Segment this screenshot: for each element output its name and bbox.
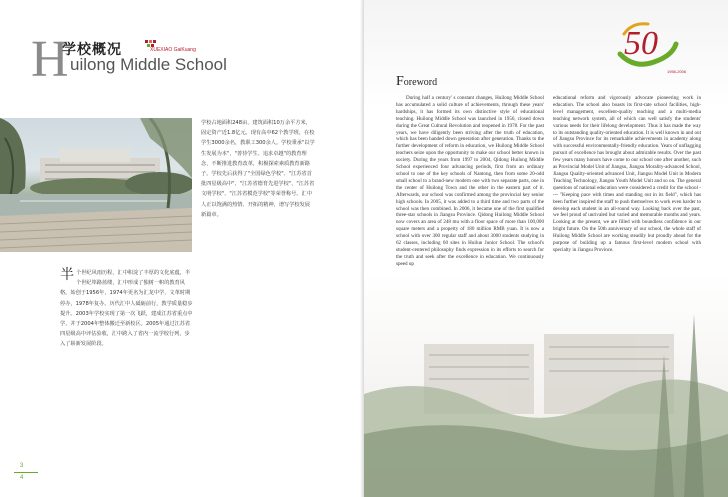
campus-photo (0, 118, 192, 252)
intro-text-column-1 (60, 268, 193, 350)
header-pinyin: XUEXIAO GaiKuang (150, 47, 196, 53)
foreword-column-1 (396, 95, 544, 268)
logo-digits: 50 (624, 25, 658, 62)
logo-years: 1956-2006 (667, 69, 687, 74)
heading-rest: oreword (403, 77, 438, 88)
anniversary-logo-icon (614, 14, 682, 74)
page-number-3: 3 (20, 463, 24, 469)
page-number-divider (14, 472, 38, 473)
page-number-4: 4 (20, 475, 24, 481)
page-title: 学校概况 (62, 42, 122, 58)
right-page (364, 0, 728, 497)
intro-text-1: 个世纪风雨历程，汇中积淀了丰厚的文化底蕴，半个世纪筚路蓝缕，汇中形成了独树一帜的教育风格。始创于1956年，1974年更名为汇龙中学，文革时期停办，1978年复办。历代汇中人砥砺前行，教学质量稳步提升。2003年学校实现了第一次飞跃，建成江苏省重点中学，并于2004年整体搬迁至新校区。2005年通过江苏省四星级高中评估验收，汇中跨入了省内一流学校行列，步入了崭新发展阶段。 (60, 270, 193, 348)
dropcap: 半 (60, 267, 74, 283)
foreword-text-2: educational reform and vigorously advocate pioneering work in education. The school also boasts its first-rate school facilities, high-level management, excellent-quality teaching and a multi-media teaching network system, all of which can well satisfy the students' various needs for their lifelong development. Thus it has made the way to its outstanding quality-oriented education. It is well known in and out of Jiangsu Province for its remarkable achievements in academy along with successful environmentally-friendly education. Years of unflagging pursuit of excellence has brought about admirable results. Over the past few years many honors have come to our school one after another, such as Provincial Model Unit of Jiangsu, Jiangsu Morality-advanced School, Jiangsu Quality-oriented advanced Unit, Jiangsu Model Unit in Modern Teaching Technology, Jiangsu Youth Model Unit and so on. The general questions of national education were considered a credit for the school ---- "Keeping pace with times and standing out in its field", which has been further inspired the staff to push themselves to work even harder to develop each student in an all-round way. Looking back over the past, we feel proud of unrivaled but varied and memorable months and years. Looking at the present, we are filled with boundless confidence in our bright future. On the 50th anniversary of our school, the whole staff of Huilong Middle School are working steadily but proudly ahead for the purpose of building up a famous first-level modern school with specialty in Jiangsu Province. (553, 95, 701, 253)
foreword-text-1: During half a century' s constant changes, Huilong Middle School has accumulated a solid culture of achievements, through these years' hardships, it has formed its own distinctive style of educational teaching. Huilong Middle School was launched in 1956, closed down during the Great Cultural Revolution and reopened in 1978. For the past years, we have diligently been striving after the truth of education, which has been handed down generation after generation. Thanks to the further development of reform in education, we Huilong Middle School teachers seize upon the opportunity to make our school better known in society. During the years from 1997 to 2004, Qidong Huilong Middle School experienced four advancing periods, first from an ordinary school to one of the key schools of Nantong, then from some 20-odd small school to a brand-new modern one with two separate parts, one in the center of Huilong Town and the other in the eastern part of it. Afterwards, our school was confirmed among the provincial key senior high schools. In 2005, it was added to a third time and two parts of the school was then combined. In 2006, it became one of the first qualified three-star schools in Jiangsu Province. Qidong Huilong Middle School now covers an area of 248 mu with a floor space of more than 100,000 square meters and a property of 180 million RMB yuan. It is now a school with over 300 regular staff and about 3000 students studying in 62 classes, including 60 sites in Huilun Junior School. The school's student-centered philosophy finds expression in its efforts to search for the truth and seek after the excellence in education. We continuously speed up (396, 95, 544, 267)
intro-text-column-2 (201, 118, 315, 220)
heading-initial: F (396, 74, 404, 89)
intro-text-2: 学校占地面积248亩，建筑面积10万余平方米，固定资产近1.8亿元。现有高中62个教学班，在校学生3000余名，教职工300余人。学校秉承"以学生发展为本"，"善待学生、追求卓越"的教育理念，不断推进教育改革，积极探索素质教育新路子。学校先后获得了"全国绿色学校"、"江苏省首批四星级高中"、"江苏省德育先进学校"、"江苏省文明学校"、"江苏省模范学校"等荣誉称号。汇中人正以饱满的热情、开拓的精神，谱写学校发展新篇章。 (201, 120, 315, 218)
header-initial: H (31, 31, 69, 88)
header-subtitle: uilong Middle School (70, 55, 227, 74)
scenery-background (364, 274, 728, 497)
foreword-column-2 (553, 95, 701, 254)
section-heading (396, 74, 437, 90)
